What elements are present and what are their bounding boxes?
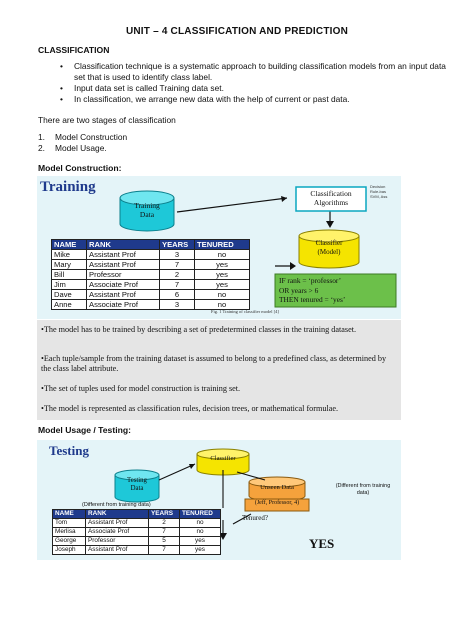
- model-description-box: [37, 320, 401, 420]
- table-row: Merlisa Associate Prof 7 no: [53, 528, 221, 537]
- table-row: Mike Assistant Prof 3 no: [52, 250, 250, 260]
- table-row: Jim Associate Prof 7 yes: [52, 280, 250, 290]
- description-paragraph: •The model is represented as classification rules, decision trees, or mathematical formulae.: [41, 404, 339, 413]
- testing-figure: [37, 440, 401, 560]
- bullet-list: [38, 61, 448, 105]
- stage-item: 2. Model Usage.: [38, 143, 107, 153]
- table-header: YEARS: [149, 510, 180, 519]
- description-paragraph: •The model has to be trained by describing a set of predetermined classes in the training dataset.: [41, 325, 357, 334]
- prediction-answer: YES: [309, 536, 335, 551]
- description-paragraph: •The set of tuples used for model construction is training set.: [41, 384, 241, 393]
- training-heading: Training: [40, 179, 96, 195]
- stages-intro: There are two stages of classification: [38, 115, 176, 125]
- bullet-item: • Classification technique is a systematic approach to building classification models from an input data set that is used to identify class label.: [38, 61, 448, 83]
- figure-caption: Fig. 1 Training of classifier model [4]: [211, 309, 279, 314]
- description-paragraph: •Each tuple/sample from the training dataset is assumed to belong to a predefined class, as determined by the class label attribute.: [41, 354, 387, 373]
- training-data-label: Training Data: [134, 201, 160, 219]
- table-row: Bill Professor 2 yes: [52, 270, 250, 280]
- table-header: NAME: [53, 510, 86, 519]
- testing-data-label: Testing Data: [127, 477, 147, 492]
- stage-list: [0, 132, 474, 154]
- table-row: Mary Assistant Prof 7 yes: [52, 260, 250, 270]
- classifier-label: Classifier: [210, 455, 236, 462]
- rule-text: [279, 276, 345, 305]
- algorithm-types-note: Decision Rule-bas SVM, Ass: [370, 184, 388, 199]
- page-title: UNIT – 4 CLASSIFICATION AND PREDICTION: [125, 26, 349, 37]
- table-row: Dave Assistant Prof 6 no: [52, 290, 250, 300]
- bullet-item: • In classification, we arrange new data with the help of current or past data.: [38, 94, 448, 105]
- table-header: RANK: [86, 510, 149, 519]
- table-row: Anne Associate Prof 3 no: [52, 300, 250, 310]
- rule-line: THEN tenured = ‘yes’: [279, 295, 346, 304]
- table-header: TENURED: [180, 510, 221, 519]
- rule-line: OR years > 6: [279, 285, 319, 295]
- algorithms-label: Classification Algorithms: [310, 189, 352, 207]
- stage-item: 1. Model Construction: [38, 132, 128, 142]
- training-figure: [37, 176, 401, 319]
- table-row: Tom Assistant Prof 2 no: [53, 519, 221, 528]
- model-usage-heading: Model Usage / Testing:: [38, 425, 131, 435]
- testing-heading: Testing: [49, 443, 89, 458]
- rule-line: IF rank = ‘professor’: [279, 276, 342, 285]
- bullet-item: • Input data set is called Training data set.: [38, 83, 448, 94]
- table-row: George Professor 5 yes: [53, 537, 221, 546]
- training-table: [51, 239, 250, 310]
- table-header: NAME: [52, 240, 87, 250]
- different-data-note-right: (Different from training data): [335, 483, 391, 496]
- table-row: Joseph Assistant Prof 7 yes: [53, 546, 221, 555]
- table-header: YEARS: [160, 240, 195, 250]
- unseen-tuple: (Jeff, Professor, 4): [254, 500, 300, 506]
- table-header: TENURED: [195, 240, 250, 250]
- arrow: [177, 198, 287, 212]
- model-construction-heading: Model Construction:: [38, 163, 122, 173]
- classifier-label: Classifier (Model): [315, 239, 343, 256]
- testing-table: [52, 509, 221, 555]
- section-heading: CLASSIFICATION: [38, 45, 110, 55]
- tenured-question: Tenured?: [242, 514, 268, 522]
- different-data-note-left: (Different from training data): [82, 502, 151, 508]
- table-header: RANK: [87, 240, 160, 250]
- unseen-data-label: Unseen Data: [260, 484, 294, 491]
